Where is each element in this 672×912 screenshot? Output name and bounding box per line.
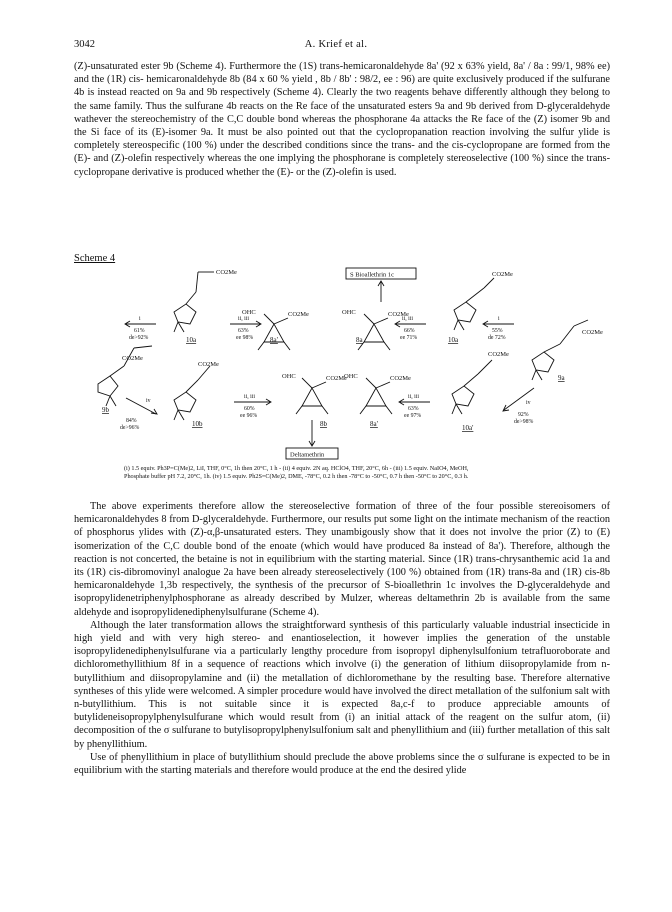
paragraph-top	[74, 60, 610, 179]
aldehyde-label-2: OHC	[342, 309, 356, 316]
arrow1-yield: 61%	[134, 328, 145, 334]
compound-8b-label: 8b	[320, 420, 327, 428]
arrow1-reagent: i	[139, 316, 141, 322]
caption-line-2: Phosphate buffer pH 7.2, 20°C, 1h. (iv) 1.5 equiv. Ph2S=C(Me)2, DME, -78°C, 0.2 h then -78°C to -50°C, 0.7 h then -50°C to 20°C, 0.3 h.	[124, 473, 469, 480]
scheme-4-diagram	[74, 262, 604, 462]
arrow5-reagent: iv	[146, 398, 151, 404]
arrow6-ee: ee 96%	[240, 413, 258, 419]
arrow7-yield: 63%	[408, 406, 419, 412]
scheme-label: Scheme 4	[74, 253, 116, 264]
arrow8-ee: de>98%	[514, 419, 534, 425]
molecule-10a	[174, 272, 214, 332]
molecule-10a-prime	[452, 360, 492, 414]
arrow5-ee: de>96%	[120, 425, 140, 431]
arrow4-yield: 55%	[492, 328, 503, 334]
scheme-caption	[124, 465, 594, 481]
aldehyde-label-4: OHC	[344, 373, 358, 380]
reagent-label-3: CO2Me	[288, 311, 309, 318]
compound-9b-label: 9b	[102, 406, 109, 414]
arrow3-ee: ee 71%	[400, 335, 418, 341]
molecule-8a-prime	[258, 314, 290, 350]
arrow2-reagent: ii, iii	[238, 316, 249, 322]
reagent-label-8: CO2Me	[326, 375, 347, 382]
page-number: 3042	[74, 39, 95, 50]
reagent-label-10: CO2Me	[488, 351, 509, 358]
reagent-label-7: CO2Me	[198, 361, 219, 368]
arrow3-yield: 66%	[404, 328, 415, 334]
arrow5-yield: 84%	[126, 418, 137, 424]
arrow8-yield: 92%	[518, 412, 529, 418]
paragraph-2: Although the later transformation allows the straightforward synthesis of this particularly valuable industrial insecticide in high yield and with very high stereo- and enantioselection, it however implies the generation of the unstable isopropylidenediphenylsulfurane via a particularly lengthy procedure from isopropyl diphenylsulfonium tetrafluoroborate and dichloromethyllithium 8f in a sequence of reactions which involve (i) the generation of lithium diisopropylamide from n-butyllithium and diisopropylamine and (ii) the metallation of dichloromethane by the resulting base. Therefore alternative syntheses of this ylide were welcomed. A simpler procedure would have involved the direct metallation of the sulfonium salt with n-butyllithium. This is not suitable since it is expected 8a,c-f to produce appreciable amounts of butylideneisopropylphenylsulfurane which would result from (i) an initial attack of the reagent on the sulfur atom, (ii) decomposition of the σ sulfurane to butylisopropylphenylsulfonium salt and phenyllithium and (iii) further metallation of this salt by phenyllithium.	[74, 619, 610, 750]
reagent-label-1: CO2Me	[216, 269, 237, 276]
molecule-9a	[532, 320, 588, 380]
arrow3-reagent: ii, iii	[402, 316, 413, 322]
compound-9a-label: 9a	[558, 374, 565, 382]
arrow6-yield: 60%	[244, 406, 255, 412]
molecule-8b	[296, 378, 328, 414]
compound-8a-label: 8a	[356, 336, 363, 344]
body-text	[74, 500, 610, 777]
paragraph-3: Use of phenyllithium in place of butyllithium should preclude the above problems since the σ sulfurane is expected to be in equilibrium with the starting materials and therefore would produce at the end the desired ylide	[74, 751, 610, 777]
compound-10a-prime-label: 10a'	[462, 424, 474, 432]
arrow7-reagent: ii, iii	[408, 394, 419, 400]
aldehyde-label-1: OHC	[242, 309, 256, 316]
molecule-8a	[358, 314, 390, 350]
box-top-label: S Bioallethrin 1c	[350, 271, 395, 279]
arrow4-ee: de 72%	[488, 335, 506, 341]
reagent-label-9: CO2Me	[390, 375, 411, 382]
paragraph-1: The above experiments therefore allow the stereoselective formation of three of the four possible stereoisomers of hemicaronaldehydes 8 from D-glyceraldehyde. Furthermore, our results put some light on the intimate mechanism of the reaction of phosphorus ylides with (Z)-α,β-unsaturated esters. They unambigously show that it does not involve the prior (Z) to (E) isomerization of the C,C double bond of the enoate (which would have produced 8a instead of 8a'). Therefore, although the reaction is not concerted, the betaine is not in equilibrium with the starting material. Since (1R) trans-chrysanthemic acid 1a and its (1R) cis-dibromovinyl analogue 2a have been already stereoselectively (100 %) obtained from (1R) trans-8a and (1R) cis-8b hemicaronaldehyde 1,3b respectively, the synthesis of the precursor of S-bioallethrin 1c involves the D-glyceraldehyde and isopropylidenetriphenylphosphorane as already described by Mulzer, whereas deltamethrin 2b is available from the same aldehyde and isopropylidenediphenylsulfurane (Scheme 4).	[74, 501, 610, 618]
paragraph-top-text: (Z)-unsaturated ester 9b (Scheme 4). Furthermore the (1S) trans-hemicaronaldehyde 8a' (92 x 63% yield, 8a' / 8a : 99/1, 98% ee) and the (1R) cis- hemicaronaldehyde 8b (84 x 60 % yield , 8b / 8b' : 98/2, ee : 96) are quite exclusively produced if the sulfurane 4b is instead reacted on 9a and 9b respectively (Scheme 4). Clearly the two reagents behave differently although they belong to the same family. Thus the sulfurane 4b reacts on the Re face of the unsaturated esters 9a and 9b derived from D-glyceraldehyde wathever the stereochemistry of the C,C double bond whereas the phosphorane 4a attacks the Re face of the (Z) isomer 9b and the Si face of its (E)-isomer 9a. It must be also pointed out that the cyclopropanation reaction involving the sulfur ylide is completely stereospecific (100 %) under the described conditions since the trans- and the cis-cyclopropane are formed from the (E)- and (Z)-olefin respectively whereas the one implying the phosphorane is completely stereoselective (100 %) since the trans-cyclopropane derivative is produced whether the (E)- or the (Z)-olefin is used.	[74, 61, 610, 178]
compound-10a-label: 10a	[186, 336, 197, 344]
reagent-label-2: CO2Me	[122, 355, 143, 362]
arrow8-reagent: iv	[526, 400, 531, 406]
reagent-label-4: CO2Me	[388, 311, 409, 318]
compound-10a-label-2: 10a	[448, 336, 459, 344]
running-title: A. Krief et al.	[304, 39, 368, 50]
arrow1-ee: de>92%	[129, 335, 149, 341]
reaction-arrows	[125, 321, 534, 414]
arrow2-yield: 63%	[238, 328, 249, 334]
arrow6-reagent: ii, iii	[244, 394, 255, 400]
arrow2-ee: ee 98%	[236, 335, 254, 341]
compound-10b-label: 10b	[192, 420, 203, 428]
molecule-10b	[174, 366, 210, 420]
molecule-10a-top-right	[454, 278, 494, 330]
caption-line-1: (i) 1.5 equiv. Ph3P=C(Me)2, LiI, THF, 0°C, 1h then 20°C, 1 h - (ii) 4 equiv. 2N aq. HClO4, THF, 20°C, 6h - (iii) 1.5 equiv. NaIO4, MeOH,	[124, 465, 469, 472]
arrow7-ee: ee 97%	[404, 413, 422, 419]
reagent-label-5: CO2Me	[492, 271, 513, 278]
compound-8a-prime-label-2: 8a'	[370, 420, 378, 428]
molecule-8a-prime-bottom	[360, 378, 392, 414]
box-bottom-label: Deltamethrin	[290, 451, 325, 459]
arrow4-reagent: i	[498, 316, 500, 322]
reagent-label-6: CO2Me	[582, 329, 603, 336]
compound-8a-prime-label: 8a'	[270, 336, 278, 344]
aldehyde-label-3: OHC	[282, 373, 296, 380]
